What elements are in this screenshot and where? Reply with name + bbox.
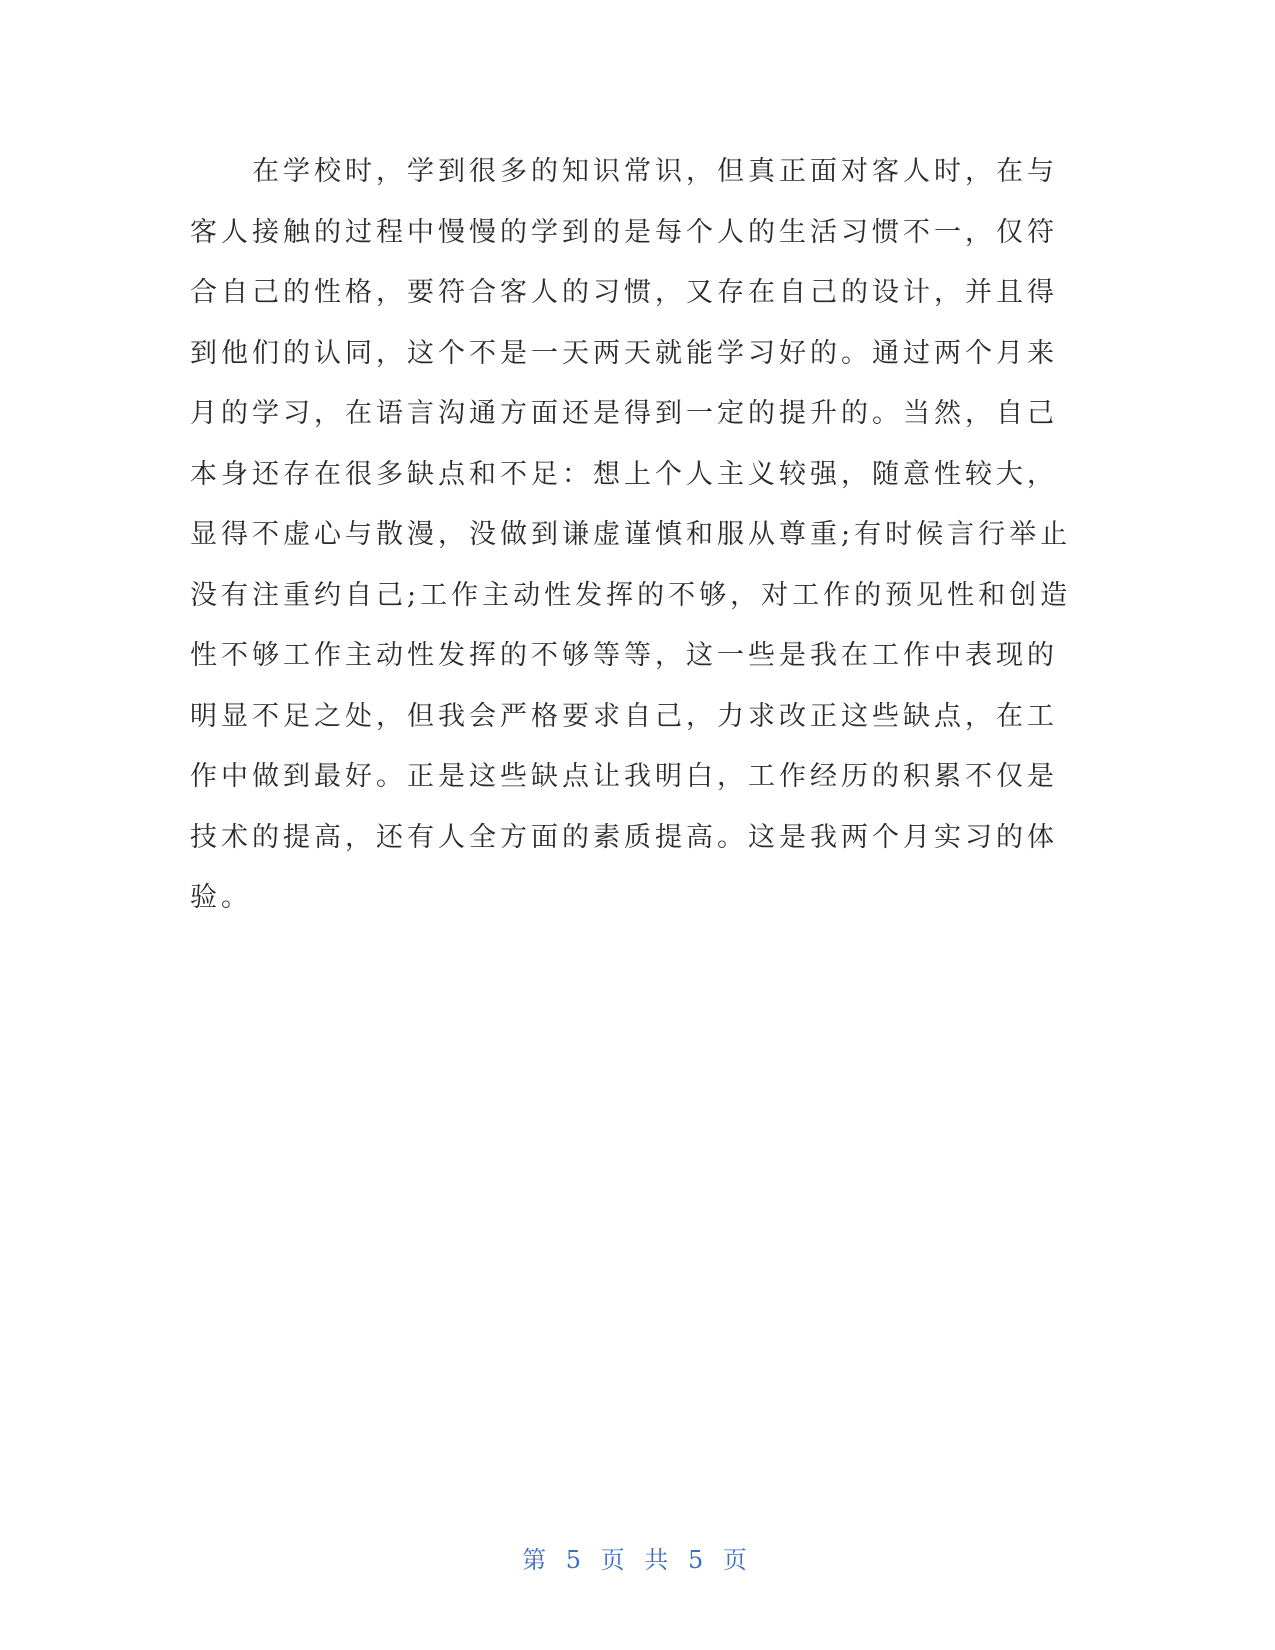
- paragraph-line: 没有注重约自己;工作主动性发挥的不够，对工作的预见性和创造: [190, 579, 1072, 611]
- page-number-label: 第 5 页 共 5 页: [522, 1546, 753, 1574]
- paragraph-line: 本身还存在很多缺点和不足：想上个人主义较强，随意性较大，: [190, 458, 1058, 490]
- paragraph-line: 到他们的认同，这个不是一天两天就能学习好的。通过两个月来: [190, 337, 1058, 369]
- body-paragraph: [190, 142, 1090, 929]
- paragraph-line: 技术的提高，还有人全方面的素质提高。这是我两个月实习的体: [190, 821, 1058, 853]
- paragraph-line: 明显不足之处，但我会严格要求自己，力求改正这些缺点，在工: [190, 700, 1058, 732]
- paragraph-line: 显得不虚心与散漫，没做到谦虚谨慎和服从尊重;有时候言行举止: [190, 519, 1072, 550]
- paragraph-line: 客人接触的过程中慢慢的学到的是每个人的生活习惯不一，仅符: [190, 216, 1058, 248]
- paragraph-line: 月的学习，在语言沟通方面还是得到一定的提升的。当然，自己: [190, 398, 1058, 429]
- paragraph-line: 作中做到最好。正是这些缺点让我明白，工作经历的积累不仅是: [190, 761, 1058, 792]
- page-footer: [0, 1540, 1275, 1575]
- paragraph-line: 在学校时，学到很多的知识常识，但真正面对客人时，在与: [252, 156, 1058, 187]
- paragraph-line: 性不够工作主动性发挥的不够等等，这一些是我在工作中表现的: [190, 640, 1058, 671]
- paragraph-line: 合自己的性格，要符合客人的习惯，又存在自己的设计，并且得: [190, 277, 1058, 308]
- paragraph-line: 验。: [190, 882, 252, 913]
